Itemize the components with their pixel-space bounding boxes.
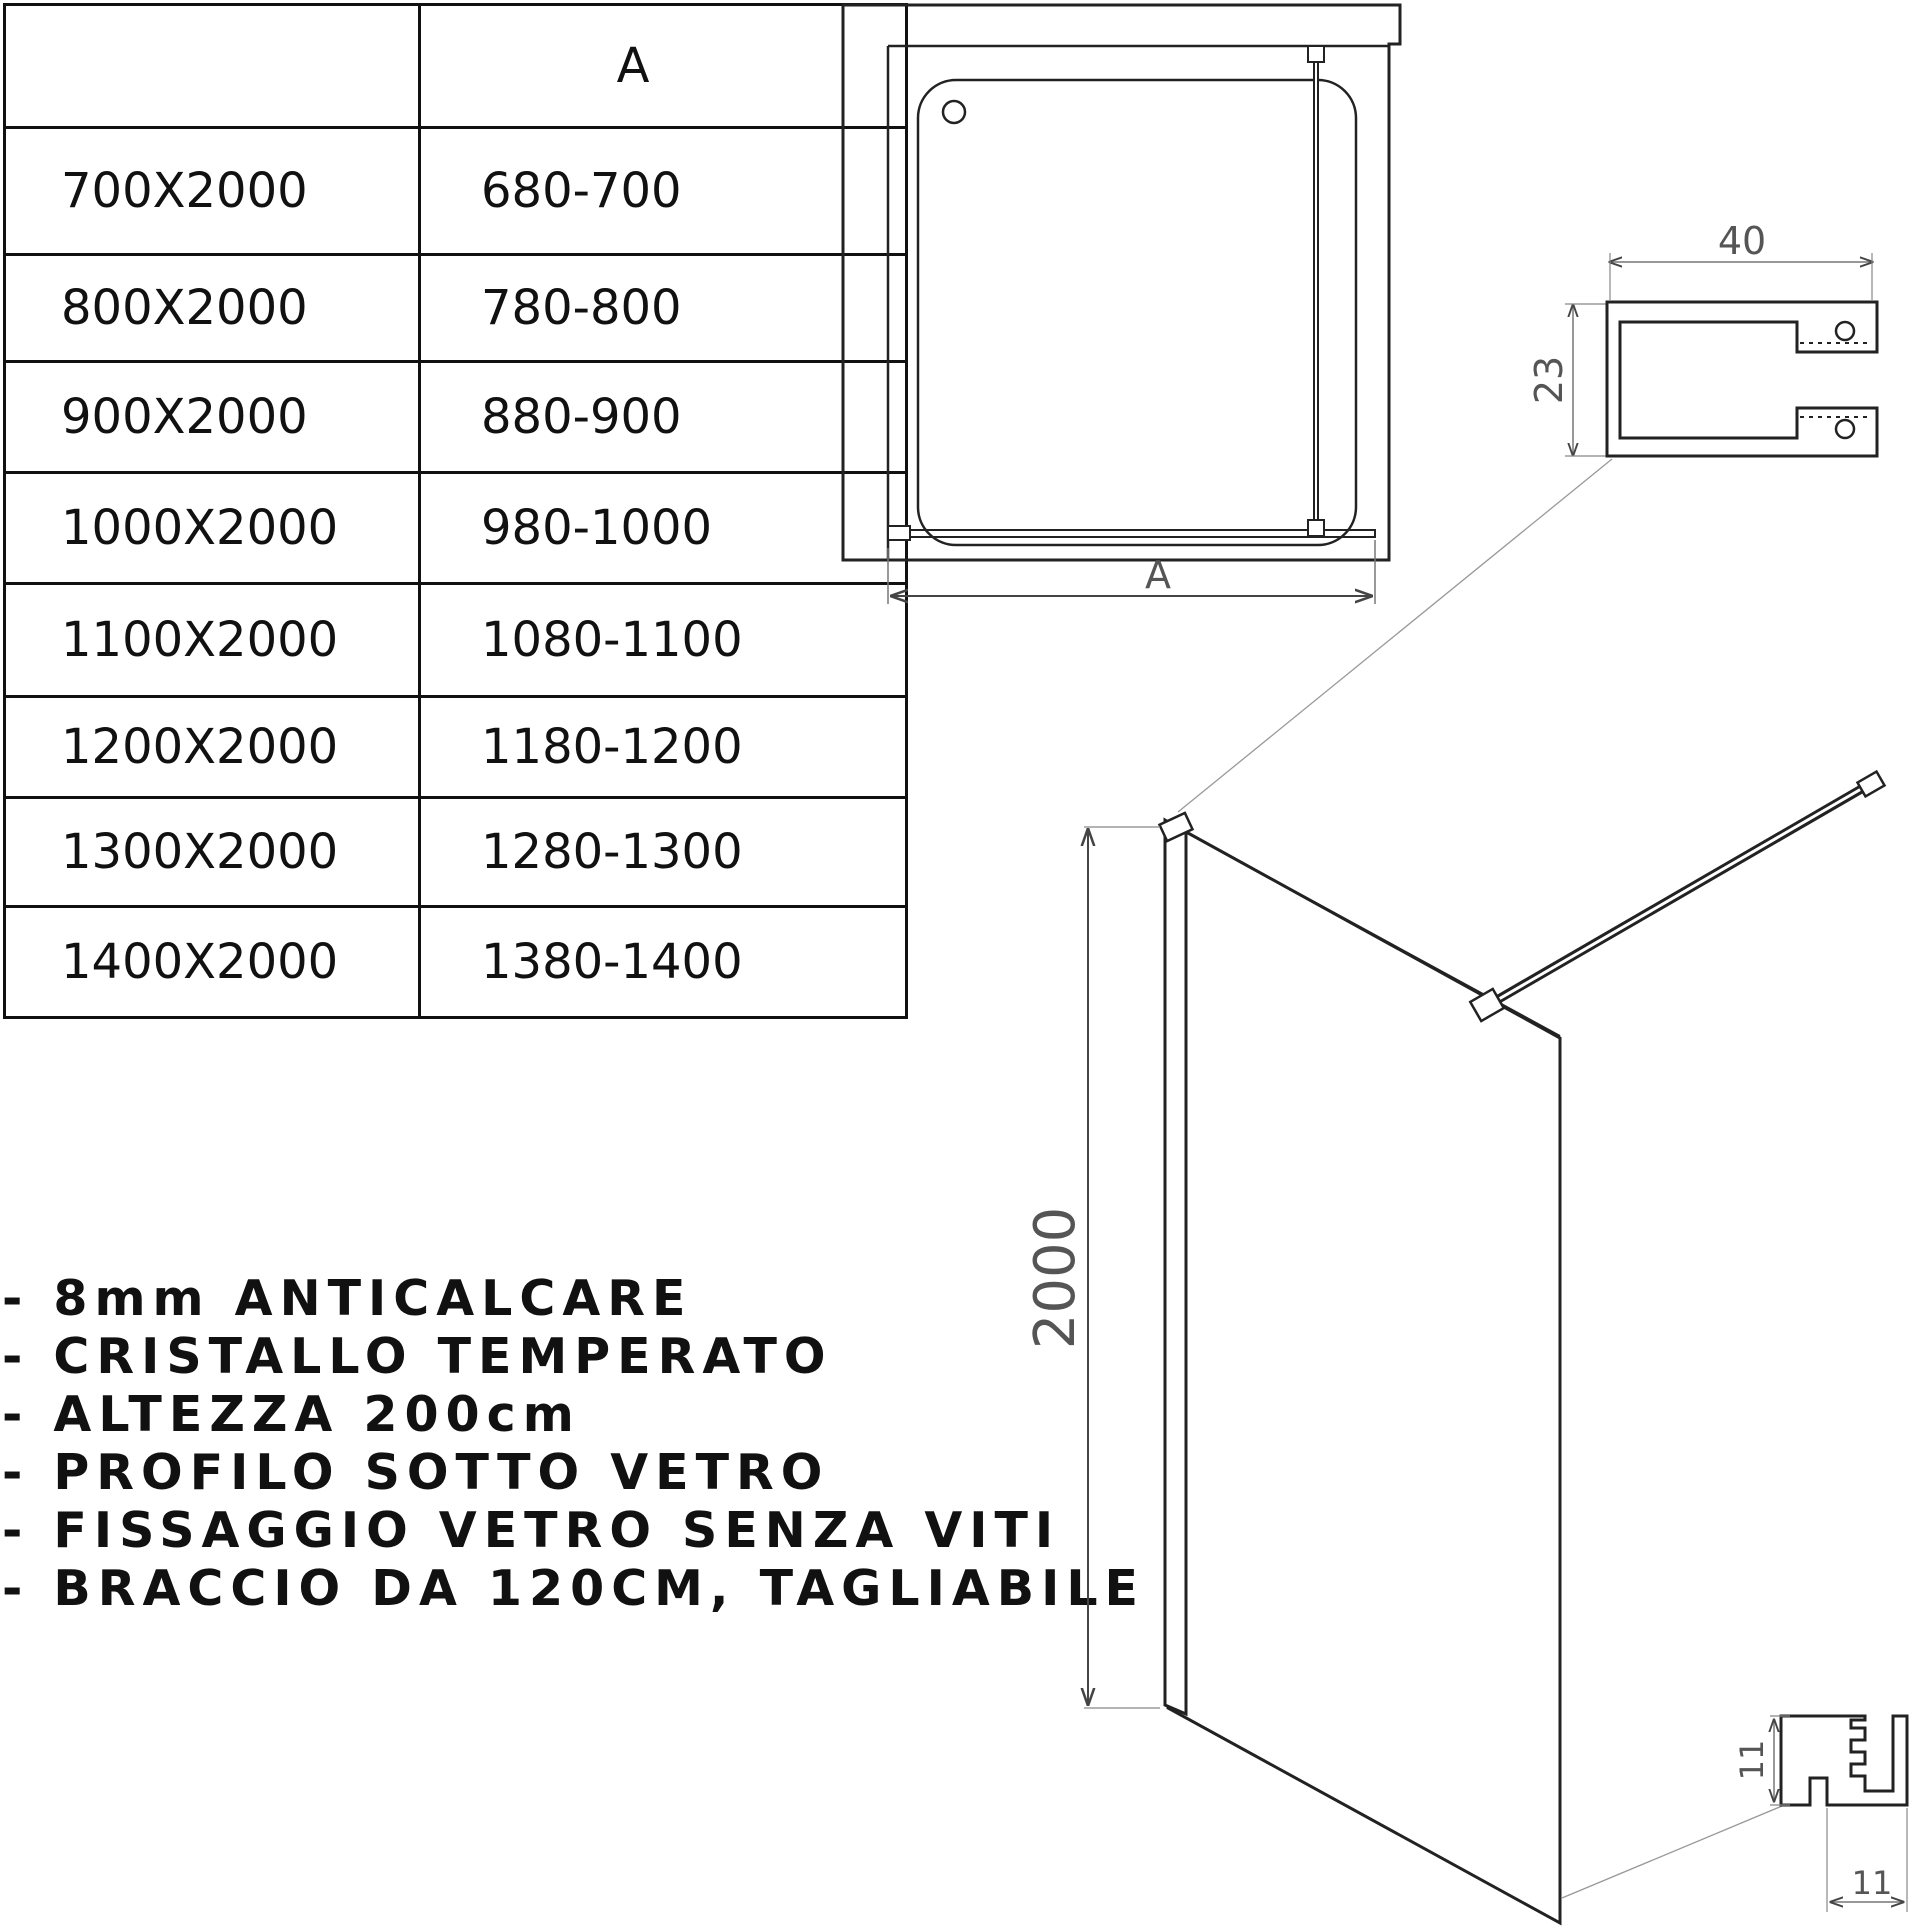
bottom-profile-width-label: 11 — [1851, 1864, 1893, 1902]
range-cell: 880-900 — [420, 362, 907, 473]
size-cell: 1400X2000 — [5, 907, 420, 1018]
plan-view — [843, 5, 1400, 604]
header-cell-a: A — [420, 5, 907, 128]
feature-item: - FISSAGGIO VETRO SENZA VITI — [2, 1502, 1061, 1559]
size-cell: 1300X2000 — [5, 798, 420, 907]
profile-width-label: 40 — [1717, 219, 1767, 263]
range-cell: 780-800 — [420, 255, 907, 362]
feature-item: - 8mm ANTICALCARE — [2, 1270, 693, 1327]
size-cell: 700X2000 — [5, 128, 420, 255]
feature-item: - ALTEZZA 200cm — [2, 1386, 581, 1443]
plan-width-label: A — [1145, 553, 1171, 597]
leader-line-top — [1178, 459, 1612, 812]
panel-top-edge — [1186, 832, 1560, 1036]
range-cell: 1180-1200 — [420, 697, 907, 798]
range-cell: 1380-1400 — [420, 907, 907, 1018]
arm-clamp-bottom — [1308, 520, 1324, 536]
leader-line-bottom — [1562, 1806, 1782, 1898]
size-cell: 900X2000 — [5, 362, 420, 473]
panel-perspective-view — [1160, 772, 1885, 1923]
panel-height-label: 2000 — [1023, 1206, 1088, 1350]
arm-clamp-top — [1308, 46, 1324, 62]
drain-icon — [943, 101, 965, 123]
range-cell: 1080-1100 — [420, 584, 907, 697]
size-cell: 1100X2000 — [5, 584, 420, 697]
range-cell: 680-700 — [420, 128, 907, 255]
feature-item: - PROFILO SOTTO VETRO — [2, 1444, 830, 1501]
shower-tray — [918, 80, 1356, 545]
range-cell: 980-1000 — [420, 473, 907, 584]
bottom-profile-outline — [1781, 1716, 1907, 1805]
wall-cap-top — [1160, 813, 1193, 841]
bottom-profile-height-label: 11 — [1733, 1739, 1771, 1781]
glass-panel-plan — [888, 530, 1375, 537]
wall-profile — [1165, 820, 1186, 1714]
glass-panel — [1168, 822, 1560, 1923]
feature-item: - CRISTALLO TEMPERATO — [2, 1328, 833, 1385]
wall-bracket-plan — [888, 526, 910, 540]
size-cell: 1000X2000 — [5, 473, 420, 584]
top-profile-section — [1565, 253, 1877, 456]
size-cell: 1200X2000 — [5, 697, 420, 798]
feature-item: - BRACCIO DA 120CM, TAGLIABILE — [2, 1560, 1146, 1617]
profile-height-label: 23 — [1527, 355, 1571, 405]
range-cell: 1280-1300 — [420, 798, 907, 907]
size-cell: 800X2000 — [5, 255, 420, 362]
